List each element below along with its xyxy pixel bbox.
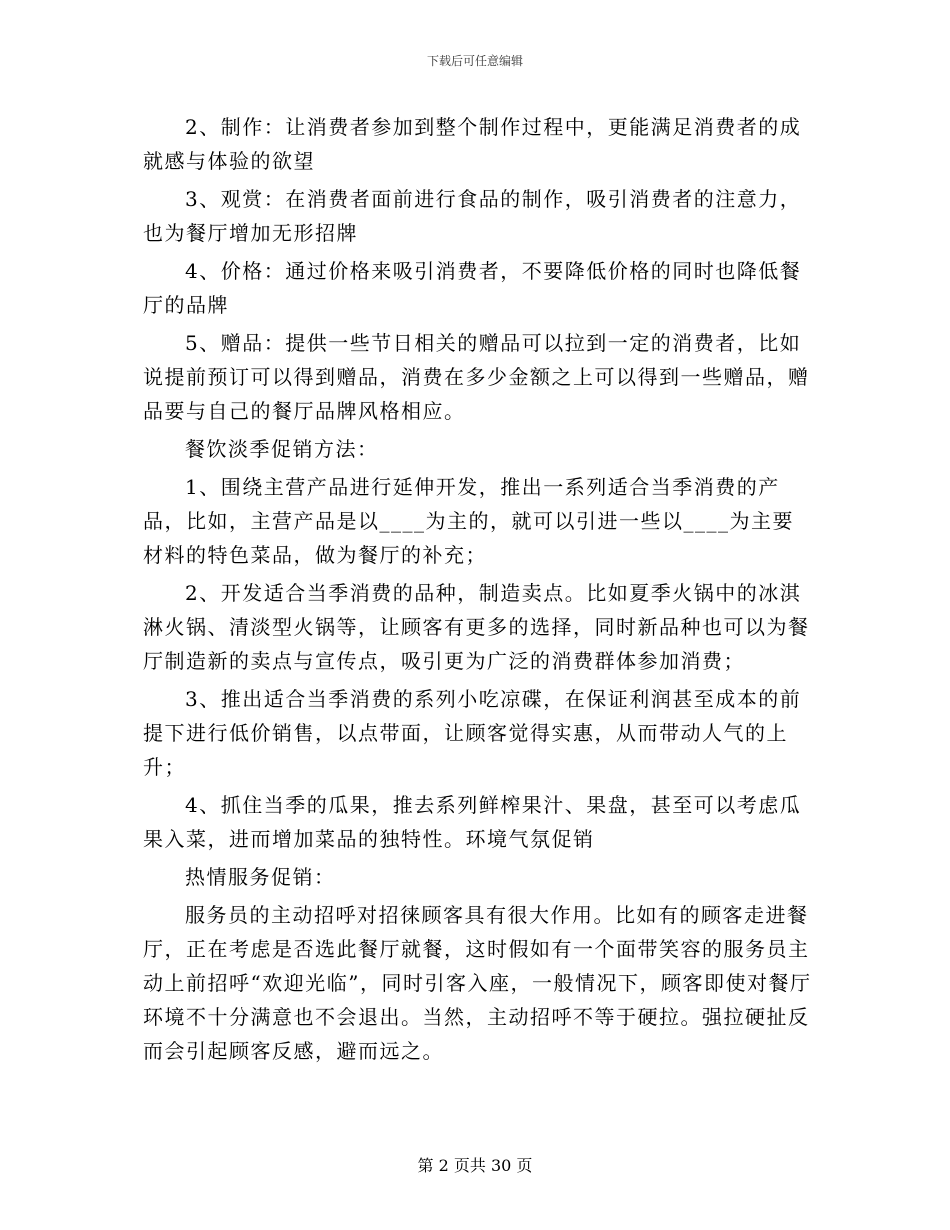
paragraph-fruits: 4、抓住当季的瓜果，推去系列鲜榨果汁、果盘，甚至可以考虑瓜果入菜，进而增加菜品的独特性。环境气氛促销 [143,793,802,851]
paragraph-viewing: 3、观赏：在消费者面前进行食品的制作，吸引消费者的注意力，也为餐厅增加无形招牌 [143,187,802,245]
paragraph-greeting: 服务员的主动招呼对招徕顾客具有很大作用。比如有的顾客走进餐厅，正在考虑是否选此餐厅就餐，这时假如有一个面带笑容的服务员主动上前招呼“欢迎光临”，同时引客入座，一般情况下，顾客即使对餐厅环境不十分满意也不会退出。当然，主动招呼不等于硬拉。强拉硬扯反而会引起顾客反感，避而远之。 [143,903,812,1063]
paragraph-price: 4、价格：通过价格来吸引消费者，不要降低价格的同时也降低餐厅的品牌 [143,259,802,317]
section-heading-service: 热情服务促销： [185,865,336,889]
paragraph-extend-products: 1、围绕主营产品进行延伸开发，推出一系列适合当季消费的产品，比如，主营产品是以____为主的，就可以引进一些以____为主要材料的特色菜品，做为餐厅的补充； [143,475,794,567]
page-footer: 第 2 页共 30 页 [417,1156,533,1175]
section-heading-off-season: 餐饮淡季促销方法： [185,437,379,461]
paragraph-gifts: 5、赠品：提供一些节日相关的赠品可以拉到一定的消费者，比如说提前预订可以得到赠品，消费在多少金额之上可以得到一些赠品，赠品要与自己的餐厅品牌风格相应。 [143,331,810,423]
paragraph-making: 2、制作：让消费者参加到整个制作过程中，更能满足消费者的成就感与体验的欲望 [143,115,802,173]
paragraph-snacks: 3、推出适合当季消费的系列小吃凉碟，在保证利润甚至成本的前提下进行低价销售，以点带面，让顾客觉得实惠，从而带动人气的上升； [143,687,802,779]
page-header: 下载后可任意编辑 [426,54,523,68]
paragraph-seasonal-varieties: 2、开发适合当季消费的品种，制造卖点。比如夏季火锅中的冰淇淋火锅、清淡型火锅等，让顾客有更多的选择，同时新品种也可以为餐厅制造新的卖点与宣传点，吸引更为广泛的消费群体参加消费； [143,581,810,673]
document-body [143,110,813,1068]
